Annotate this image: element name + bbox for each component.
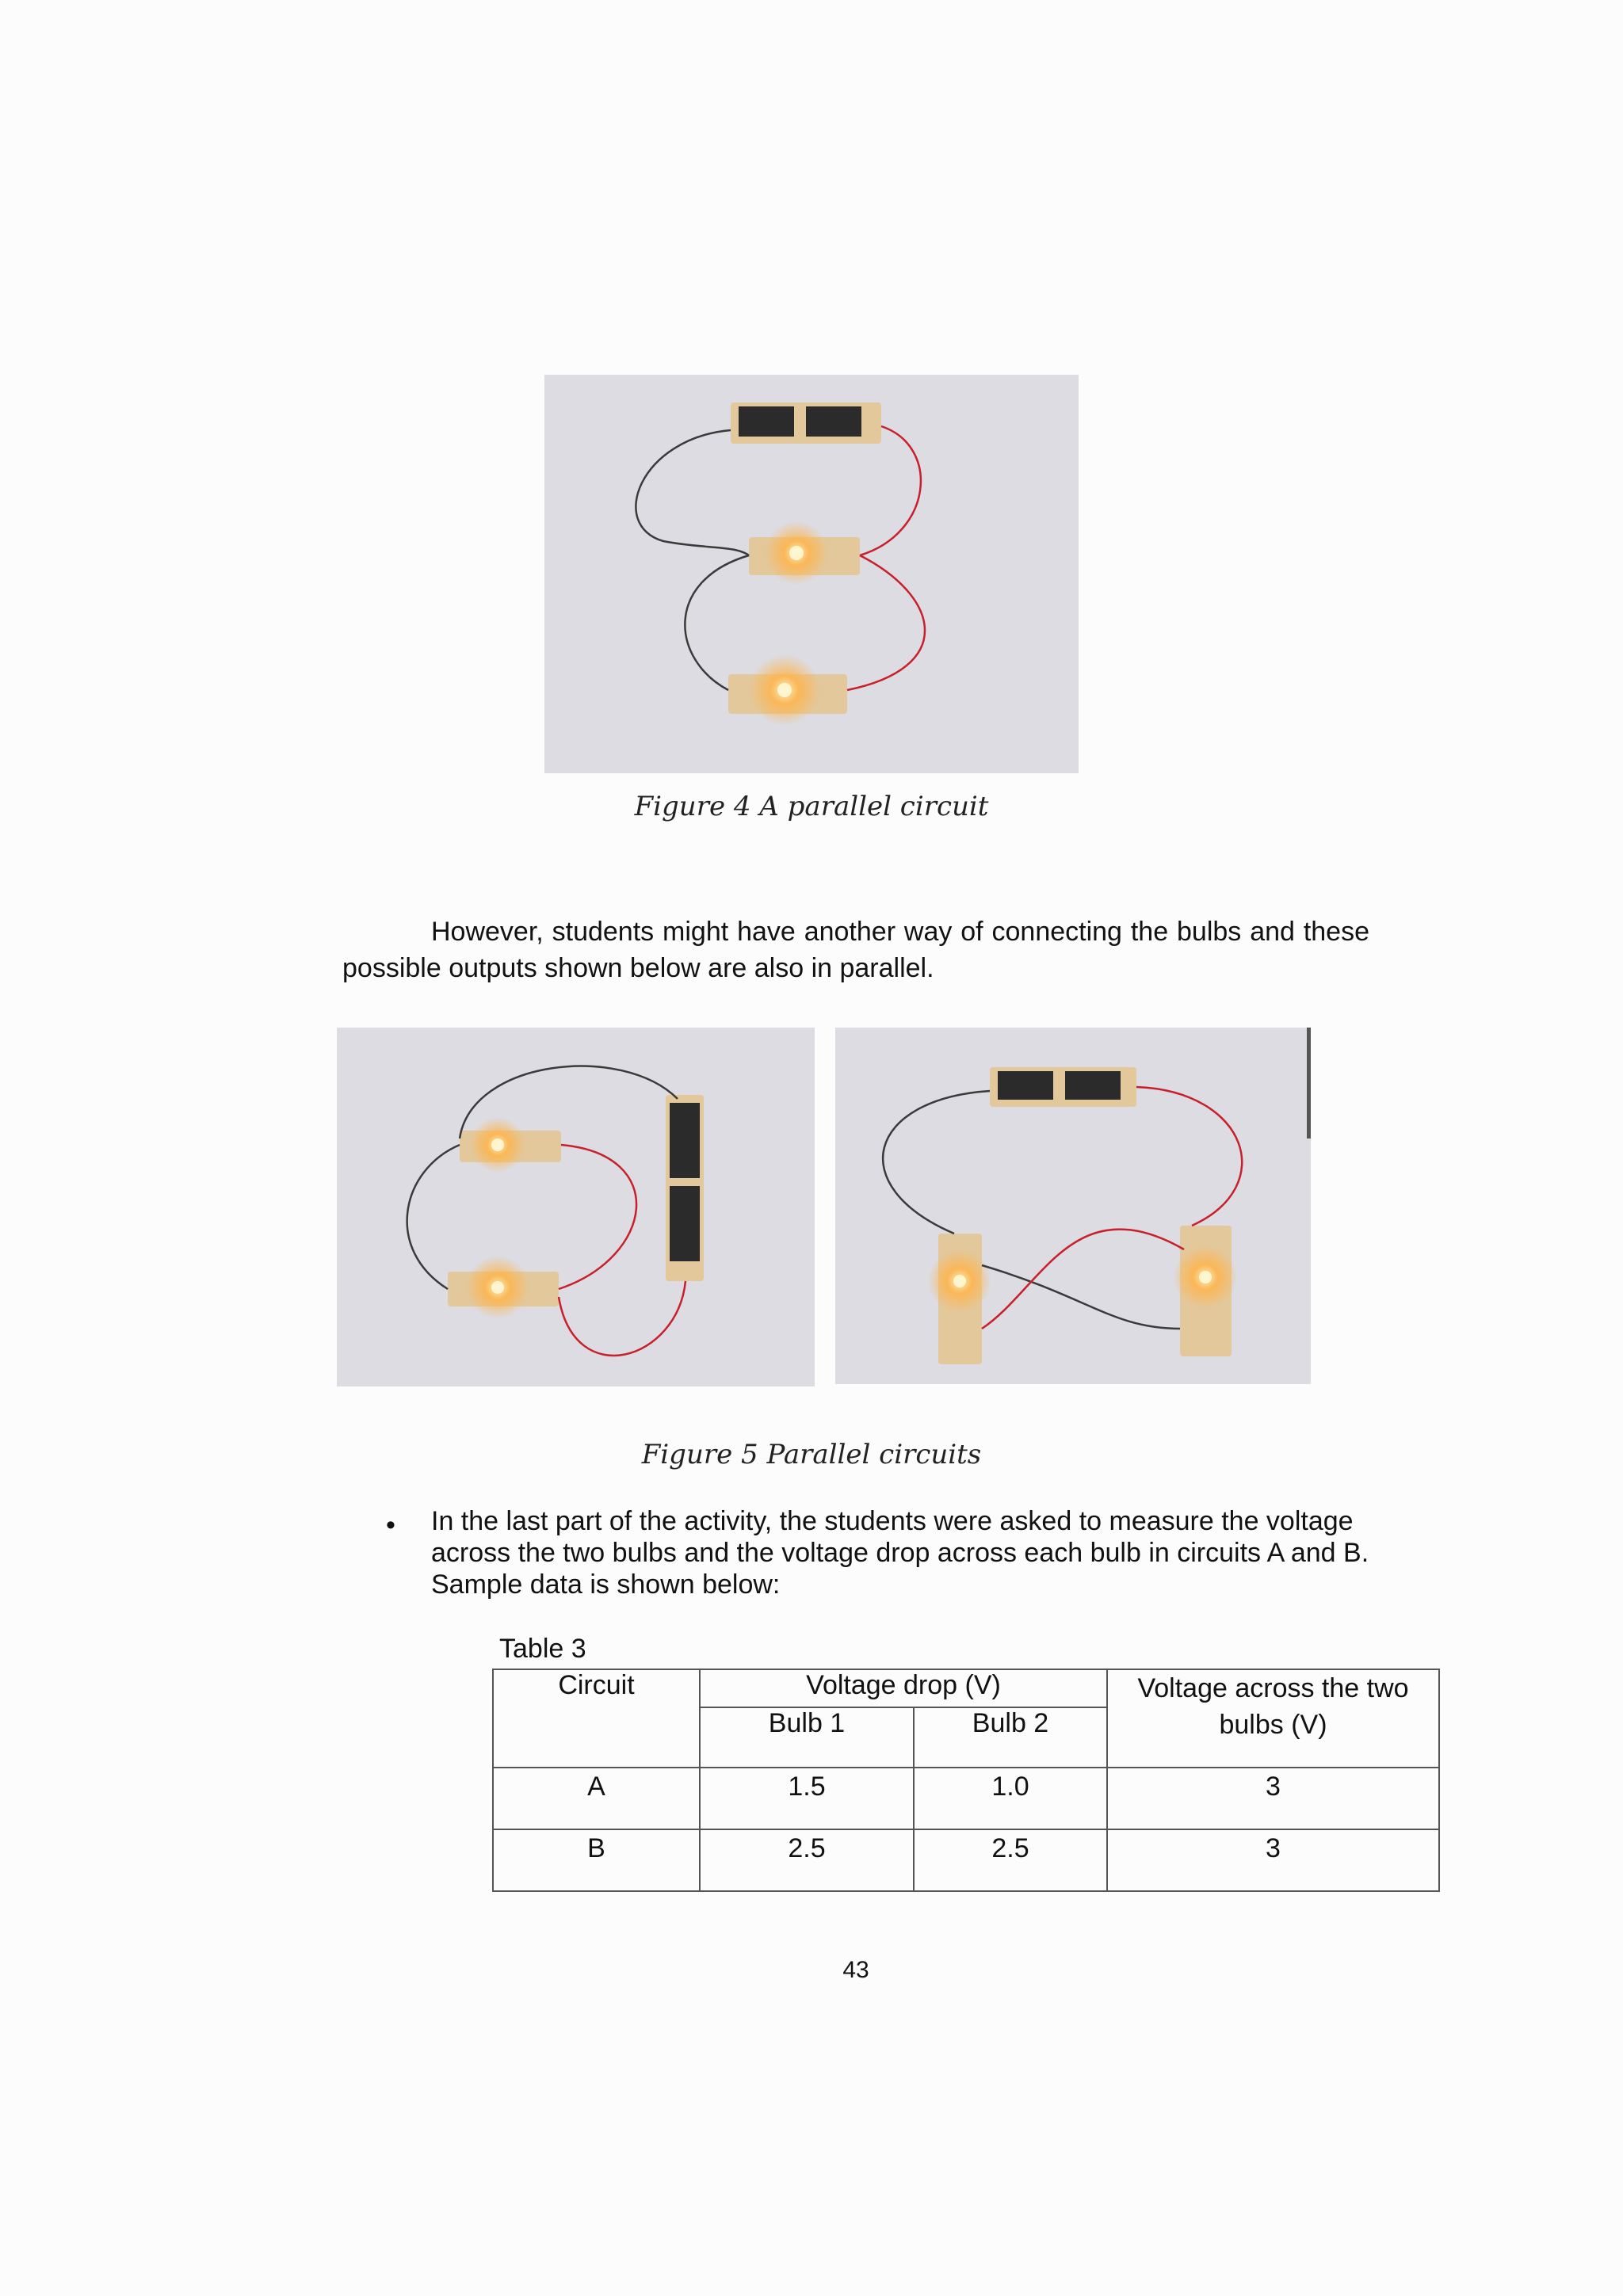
- figure-5-photo-left: [337, 1028, 815, 1386]
- cell-bulb-2: 1.0: [914, 1768, 1107, 1829]
- figure-5-photo-right: [835, 1028, 1311, 1384]
- cell-bulb-1: 2.5: [700, 1829, 914, 1891]
- header-voltage-across: Voltage across the two bulbs (V): [1107, 1669, 1439, 1768]
- cell-across: 3: [1107, 1768, 1439, 1829]
- bullet-text: In the last part of the activity, the students were asked to measure the voltage across the two bulbs and the voltage drop across each bulb in circuits A and B. Sample data is shown below:: [431, 1506, 1369, 1600]
- parallel-circuit-illustration: [544, 375, 1079, 773]
- table-row: [493, 1768, 1439, 1829]
- bulb-2: [777, 683, 792, 697]
- figure-4-caption: Figure 4 A parallel circuit: [634, 791, 989, 822]
- cell-across: 3: [1107, 1829, 1439, 1891]
- voltage-table: [492, 1669, 1440, 1892]
- page-number: 43: [842, 1957, 869, 1983]
- cell-circuit: B: [493, 1829, 700, 1891]
- bulb-1: [789, 546, 804, 560]
- header-bulb-1: Bulb 1: [700, 1707, 914, 1768]
- header-circuit: Circuit: [493, 1669, 700, 1768]
- cell-circuit: A: [493, 1768, 700, 1829]
- intro-paragraph: However, students might have another way of connecting the bulbs and these possible outputs shown below are also in parallel.: [342, 917, 1369, 983]
- cell-bulb-1: 1.5: [700, 1768, 914, 1829]
- bullet-icon: •: [386, 1510, 395, 1540]
- figure-4-photo: [544, 375, 1079, 773]
- figure-5-caption: Figure 5 Parallel circuits: [641, 1439, 982, 1470]
- table-row: [493, 1829, 1439, 1891]
- table-label: Table 3: [499, 1634, 586, 1664]
- cell-bulb-2: 2.5: [914, 1829, 1107, 1891]
- header-bulb-2: Bulb 2: [914, 1707, 1107, 1768]
- header-voltage-drop: Voltage drop (V): [700, 1669, 1107, 1707]
